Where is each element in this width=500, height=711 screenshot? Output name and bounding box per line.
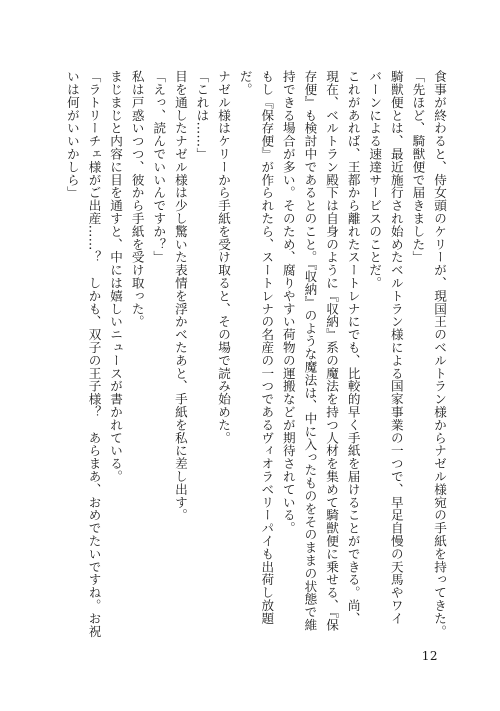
text-line: バーンによる速達サービスのことだ。 — [367, 70, 383, 290]
text-line: だ。 — [237, 70, 253, 96]
text-line: 存便』も検討中であるとのこと。『収納』のような魔法は、中に入ったものをそのままの状態で維 — [302, 70, 318, 632]
text-line: 現在、ベルトラン殿下は自身のように『収納』系の魔法を持つ人材を集めて騎獣便に乗せる、『保 — [324, 70, 340, 632]
text-line: 食事が終わると、侍女頭のケリーが、現国王のベルトラン様からナゼル様宛の手紙を持ってきた。 — [432, 70, 447, 638]
text-line: いは何がいいかしら」 — [64, 70, 80, 199]
text-line: 「ラトリーチェ様がご出産……？ しかも、双子の王子様？ あらまあ、おめでたいですね。お祝 — [86, 70, 102, 638]
text-line: 「えっ、読んでいいんですか？」 — [151, 70, 167, 264]
text-line: これがあれば、王都から離れたスートレナにでも、比較的早く手紙を届けることができる。尚、 — [345, 70, 361, 625]
page-number: 12 — [421, 649, 438, 663]
text-line: 「先ほど、騎獣便で届きました」 — [410, 70, 426, 264]
text-line: 持できる場合が多い。そのため、腐りやすい荷物の運搬などが期待されている。 — [280, 70, 296, 535]
text-line: もし『保存便』が作られたら、スートレナの名産の一つであるヴィオラベリーパイも出荷し放題 — [259, 70, 275, 625]
text-line: 私は戸惑いつつ、彼から手紙を受け取った。 — [129, 70, 145, 328]
body-text — [40, 70, 450, 638]
text-line: 「これは……」 — [194, 70, 210, 161]
text-line: まじまじと内容に目を通すと、中には嬉しいニュースが書かれている。 — [108, 70, 124, 483]
text-line: 目を通したナゼル様は少し驚いた表情を浮かべたあと、手紙を私に差し出す。 — [172, 70, 188, 522]
text-line: ナゼル様はケリーから手紙を受け取ると、その場で読み始めた。 — [216, 70, 232, 445]
text-line: 騎獣便とは、最近施行され始めたベルトラン様による国家事業の一つで、早足自慢の天馬やワイ — [388, 70, 404, 625]
